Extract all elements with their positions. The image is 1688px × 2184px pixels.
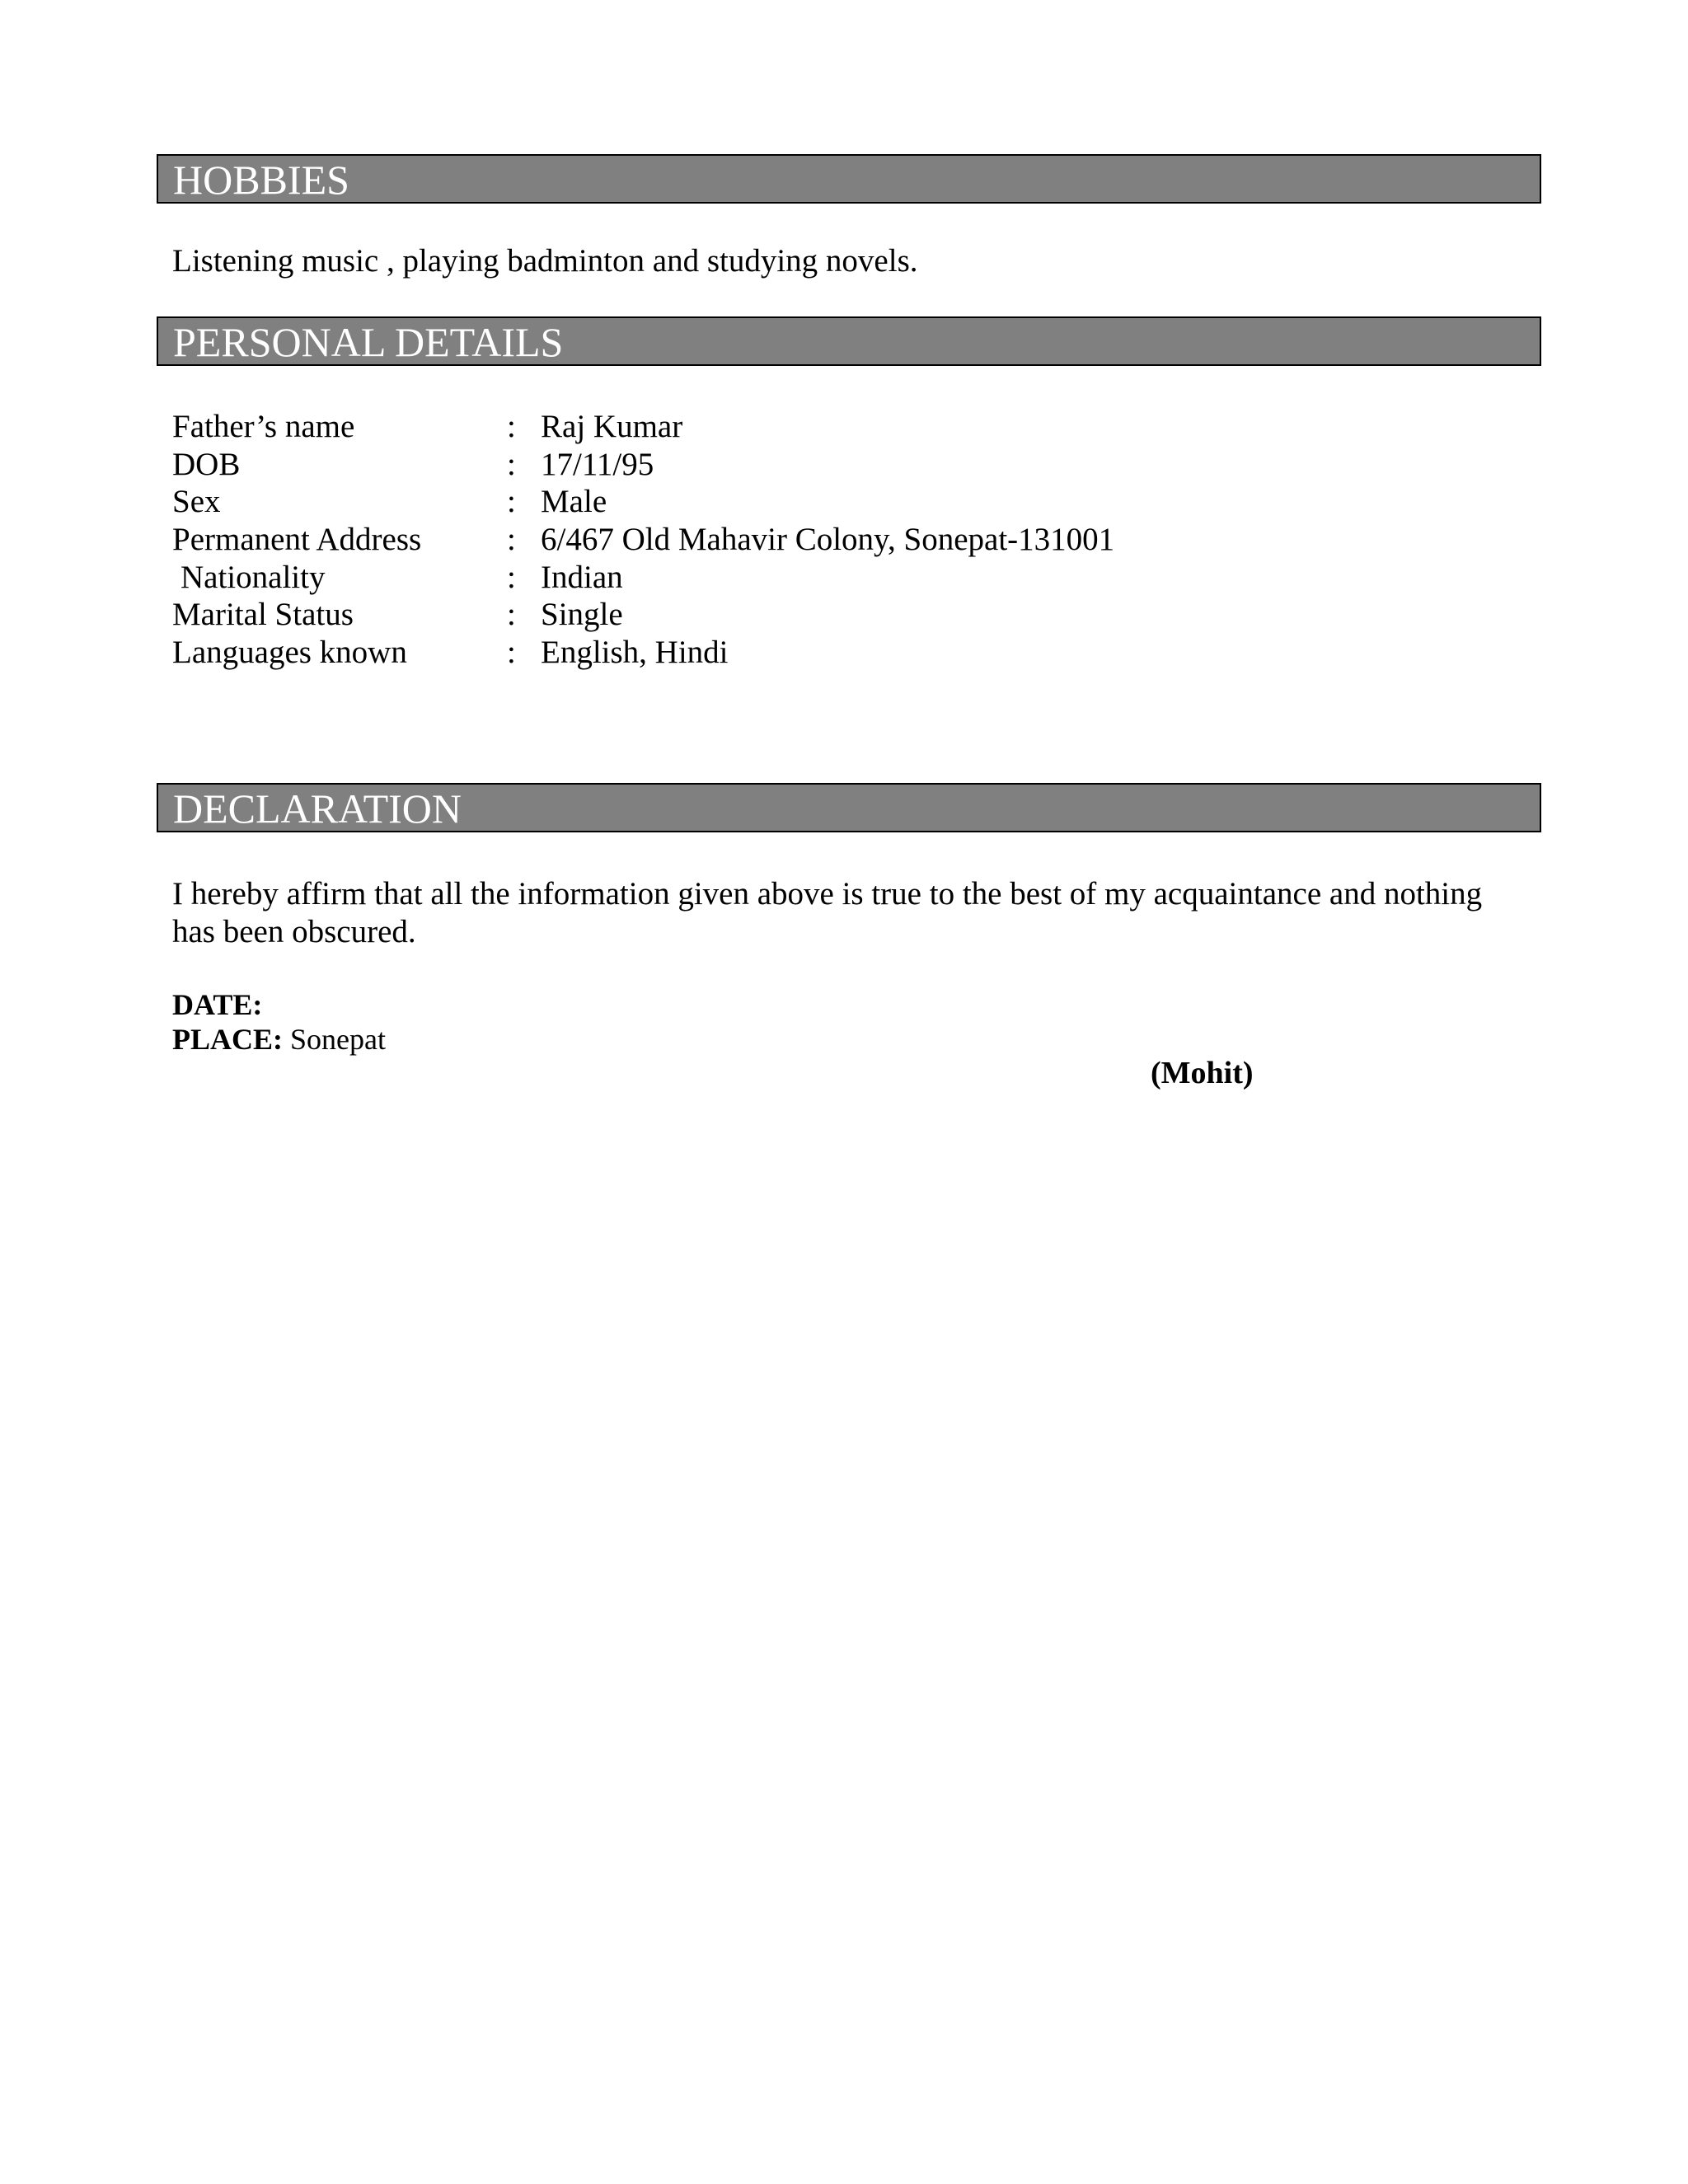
date-label: DATE:	[172, 988, 263, 1021]
detail-value: 17/11/95	[541, 446, 654, 482]
declaration-title: DECLARATION	[173, 785, 462, 832]
hobbies-title: HOBBIES	[173, 157, 349, 203]
declaration-text-line-1: I hereby affirm that all the information given above is true to the best of my acquaintance and nothing	[172, 876, 1483, 912]
detail-label: Sex	[172, 484, 221, 520]
declaration-text-line-2: has been obscured.	[172, 914, 416, 949]
detail-label: Father’s name	[172, 409, 355, 444]
detail-separator: :	[507, 597, 516, 633]
personal-details-header	[157, 316, 1541, 366]
declaration-header	[157, 783, 1541, 832]
hobbies-header	[157, 154, 1541, 204]
place-value: Sonepat	[290, 1023, 386, 1056]
detail-label: Nationality	[181, 559, 326, 595]
detail-separator: :	[507, 484, 516, 520]
signature-name: (Mohit)	[1151, 1056, 1254, 1090]
detail-value: English, Hindi	[541, 635, 729, 671]
detail-label: Marital Status	[172, 597, 354, 633]
detail-value: 6/467 Old Mahavir Colony, Sonepat-131001	[541, 522, 1115, 558]
detail-separator: :	[507, 446, 516, 482]
detail-value: Male	[541, 484, 607, 520]
detail-value: Single	[541, 597, 623, 633]
detail-separator: :	[507, 635, 516, 671]
detail-label: Languages known	[172, 635, 407, 671]
detail-label: Permanent Address	[172, 522, 422, 558]
hobbies-text: Listening music , playing badminton and studying novels.	[172, 243, 918, 279]
place-label: PLACE:	[172, 1023, 283, 1056]
detail-separator: :	[507, 559, 516, 595]
date-line	[172, 987, 262, 1022]
detail-separator: :	[507, 522, 516, 558]
personal-details-title: PERSONAL DETAILS	[173, 319, 564, 365]
detail-label: DOB	[172, 446, 241, 482]
place-line	[172, 1022, 386, 1057]
detail-value: Indian	[541, 559, 623, 595]
detail-value: Raj Kumar	[541, 409, 683, 444]
detail-separator: :	[507, 409, 516, 444]
